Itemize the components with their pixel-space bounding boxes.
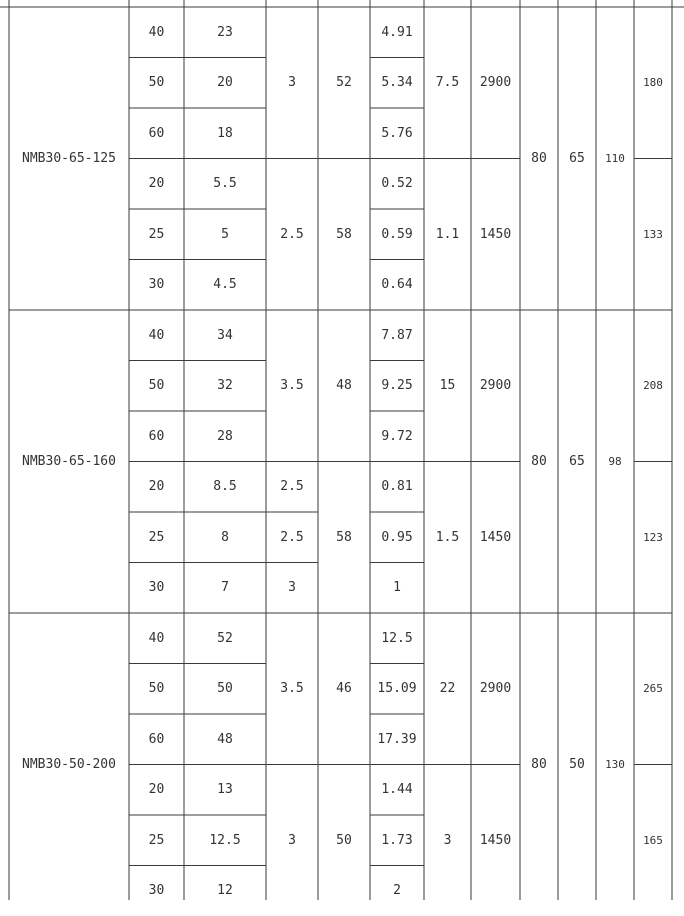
head-cell: 5 <box>184 209 266 260</box>
npsh-cell: 3 <box>266 765 318 916</box>
speed-cell: 2900 <box>471 613 520 765</box>
flow-cell: 40 <box>129 613 184 664</box>
motor-power-cell: 3 <box>424 765 471 916</box>
npsh-cell: 3 <box>266 7 318 159</box>
head-cell: 23 <box>184 7 266 58</box>
shaft-power-cell: 9.25 <box>370 361 424 412</box>
flow-cell: 30 <box>129 260 184 311</box>
flow-cell: 30 <box>129 563 184 614</box>
speed-cell: 2900 <box>471 7 520 159</box>
head-cell: 18 <box>184 108 266 159</box>
flow-cell: 25 <box>129 512 184 563</box>
efficiency-cell: 52 <box>318 7 370 159</box>
head-cell: 48 <box>184 714 266 765</box>
flow-cell: 25 <box>129 209 184 260</box>
speed-cell: 1450 <box>471 159 520 311</box>
flow-cell: 40 <box>129 310 184 361</box>
flow-cell: 50 <box>129 361 184 412</box>
model-name: NMB30-65-125 <box>9 7 129 310</box>
flow-cell: 50 <box>129 58 184 109</box>
weight-cell: 208 <box>634 310 672 462</box>
flow-cell: 20 <box>129 462 184 513</box>
outlet-diameter-cell: 65 <box>558 7 596 310</box>
shaft-power-cell: 1.73 <box>370 815 424 866</box>
flow-cell: 20 <box>129 159 184 210</box>
motor-power-cell: 15 <box>424 310 471 462</box>
speed-cell: 1450 <box>471 462 520 614</box>
motor-power-cell: 1.1 <box>424 159 471 311</box>
speed-cell: 2900 <box>471 310 520 462</box>
head-cell: 34 <box>184 310 266 361</box>
flow-cell: 60 <box>129 108 184 159</box>
flow-cell: 20 <box>129 765 184 816</box>
npsh-cell: 2.5 <box>266 512 318 563</box>
flow-cell: 40 <box>129 7 184 58</box>
efficiency-cell: 48 <box>318 310 370 462</box>
shaft-power-cell: 1 <box>370 563 424 614</box>
head-cell: 52 <box>184 613 266 664</box>
efficiency-cell: 58 <box>318 462 370 614</box>
weight-cell: 133 <box>634 159 672 311</box>
shaft-power-cell: 15.09 <box>370 664 424 715</box>
shaft-power-cell: 0.64 <box>370 260 424 311</box>
shaft-power-cell: 0.81 <box>370 462 424 513</box>
motor-power-cell: 22 <box>424 613 471 765</box>
head-cell: 12.5 <box>184 815 266 866</box>
model-name: NMB30-50-200 <box>9 613 129 916</box>
shaft-power-cell: 4.91 <box>370 7 424 58</box>
outlet-diameter-cell: 50 <box>558 613 596 916</box>
flow-cell: 60 <box>129 714 184 765</box>
head-cell: 4.5 <box>184 260 266 311</box>
npsh-cell: 3 <box>266 563 318 614</box>
npsh-cell: 3.5 <box>266 613 318 765</box>
shaft-power-cell: 5.76 <box>370 108 424 159</box>
shaft-power-cell: 5.34 <box>370 58 424 109</box>
motor-power-cell: 7.5 <box>424 7 471 159</box>
head-cell: 5.5 <box>184 159 266 210</box>
weight-cell: 180 <box>634 7 672 159</box>
shaft-power-cell: 1.44 <box>370 765 424 816</box>
shaft-power-cell: 0.52 <box>370 159 424 210</box>
shaft-power-cell: 0.59 <box>370 209 424 260</box>
impeller-diameter-cell: 98 <box>596 310 634 613</box>
inlet-diameter-cell: 80 <box>520 613 558 916</box>
flow-cell: 30 <box>129 866 184 916</box>
flow-cell: 60 <box>129 411 184 462</box>
flow-cell: 25 <box>129 815 184 866</box>
efficiency-cell: 50 <box>318 765 370 916</box>
outlet-diameter-cell: 65 <box>558 310 596 613</box>
head-cell: 12 <box>184 866 266 916</box>
efficiency-cell: 46 <box>318 613 370 765</box>
head-cell: 32 <box>184 361 266 412</box>
npsh-cell: 2.5 <box>266 159 318 311</box>
shaft-power-cell: 2 <box>370 866 424 916</box>
npsh-cell: 3.5 <box>266 310 318 462</box>
head-cell: 8.5 <box>184 462 266 513</box>
inlet-diameter-cell: 80 <box>520 310 558 613</box>
impeller-diameter-cell: 110 <box>596 7 634 310</box>
efficiency-cell: 58 <box>318 159 370 311</box>
npsh-cell: 2.5 <box>266 462 318 513</box>
motor-power-cell: 1.5 <box>424 462 471 614</box>
shaft-power-cell: 12.5 <box>370 613 424 664</box>
shaft-power-cell: 9.72 <box>370 411 424 462</box>
head-cell: 50 <box>184 664 266 715</box>
shaft-power-cell: 17.39 <box>370 714 424 765</box>
impeller-diameter-cell: 130 <box>596 613 634 916</box>
weight-cell: 123 <box>634 462 672 614</box>
head-cell: 28 <box>184 411 266 462</box>
speed-cell: 1450 <box>471 765 520 916</box>
head-cell: 7 <box>184 563 266 614</box>
shaft-power-cell: 0.95 <box>370 512 424 563</box>
head-cell: 13 <box>184 765 266 816</box>
head-cell: 8 <box>184 512 266 563</box>
weight-cell: 165 <box>634 765 672 916</box>
model-name: NMB30-65-160 <box>9 310 129 613</box>
shaft-power-cell: 7.87 <box>370 310 424 361</box>
weight-cell: 265 <box>634 613 672 765</box>
head-cell: 20 <box>184 58 266 109</box>
inlet-diameter-cell: 80 <box>520 7 558 310</box>
flow-cell: 50 <box>129 664 184 715</box>
